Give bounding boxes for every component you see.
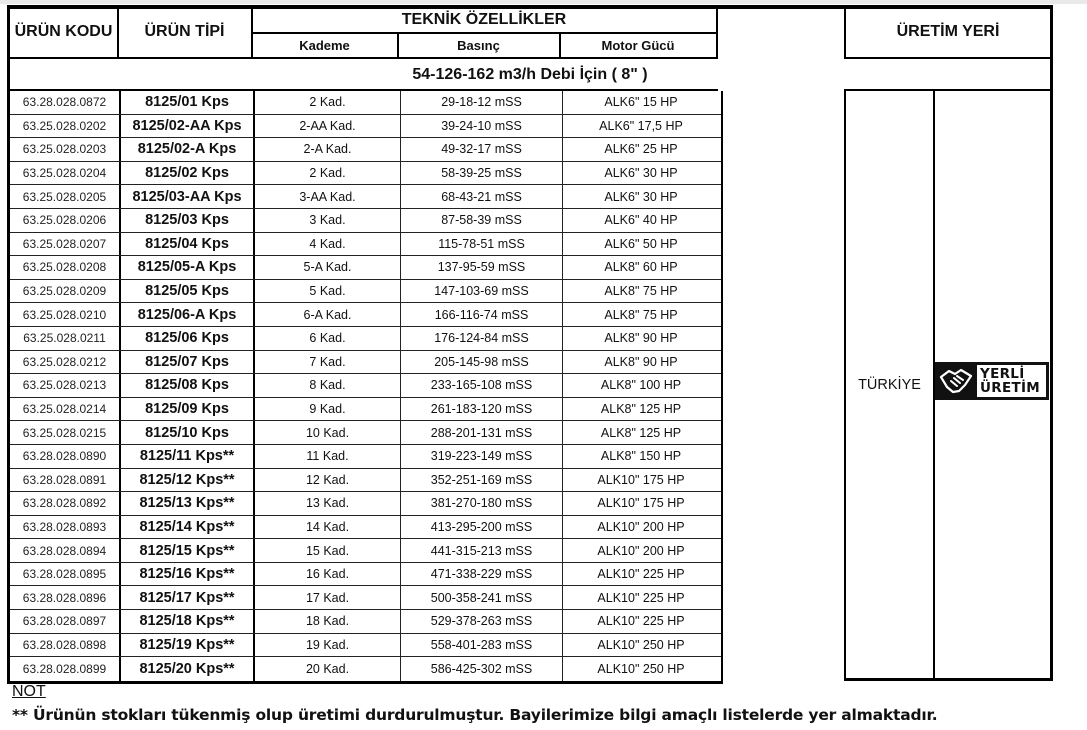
product-type-cell: 8125/01 Kps — [121, 91, 255, 114]
motor-cell: ALK6" 40 HP — [604, 213, 678, 228]
table-row — [10, 91, 721, 115]
motor-cell: ALK6" 30 HP — [604, 166, 678, 181]
product-type-cell: 8125/20 Kps** — [121, 657, 255, 681]
table-row — [10, 280, 721, 304]
pressure-cell: 288-201-131 mSS — [401, 421, 563, 444]
product-code-cell: 63.25.028.0213 — [10, 374, 121, 397]
pressure-cell: 205-145-98 mSS — [401, 351, 563, 374]
product-type-cell: 8125/12 Kps** — [121, 469, 255, 492]
pressure-cell: 441-315-213 mSS — [401, 539, 563, 562]
product-code-cell: 63.25.028.0210 — [10, 303, 121, 326]
pressure-cell: 39-24-10 mSS — [401, 115, 563, 138]
product-type-cell: 8125/03-AA Kps — [121, 185, 255, 208]
logo-line2: ÜRETİM — [980, 380, 1041, 396]
product-type-cell: 8125/04 Kps — [121, 233, 255, 256]
table-row — [10, 634, 721, 658]
product-code-cell: 63.25.028.0212 — [10, 351, 121, 374]
motor-cell: ALK6" 25 HP — [604, 142, 678, 157]
motor-cell: ALK10" 200 HP — [597, 519, 685, 534]
product-type-cell: 8125/05 Kps — [121, 280, 255, 303]
pressure-cell: 319-223-149 mSS — [401, 445, 563, 468]
table-row — [10, 351, 721, 375]
pressure-cell: 352-251-169 mSS — [401, 469, 563, 492]
pressure-cell: 49-32-17 mSS — [401, 138, 563, 161]
product-type-cell: 8125/07 Kps — [121, 351, 255, 374]
stage-cell: 19 Kad. — [255, 634, 401, 657]
origin-cell: TÜRKİYE — [844, 91, 935, 681]
table-row — [10, 138, 721, 162]
motor-cell: ALK6" 50 HP — [604, 236, 678, 251]
table-row — [10, 115, 721, 139]
table-row — [10, 586, 721, 610]
product-type-cell: 8125/15 Kps** — [121, 539, 255, 562]
product-code-cell: 63.25.028.0203 — [10, 138, 121, 161]
product-code-cell: 63.28.028.0898 — [10, 634, 121, 657]
pressure-cell: 147-103-69 mSS — [401, 280, 563, 303]
pressure-cell: 558-401-283 mSS — [401, 634, 563, 657]
product-code-cell: 63.28.028.0897 — [10, 610, 121, 633]
product-code-cell: 63.28.028.0892 — [10, 492, 121, 515]
pressure-cell: 115-78-51 mSS — [401, 233, 563, 256]
header-origin: ÜRETİM YERİ — [844, 7, 1053, 59]
table-row — [10, 185, 721, 209]
product-code-cell: 63.28.028.0890 — [10, 445, 121, 468]
motor-cell: ALK10" 250 HP — [597, 637, 685, 652]
pressure-cell: 87-58-39 mSS — [401, 209, 563, 232]
product-code-cell: 63.28.028.0891 — [10, 469, 121, 492]
table-row — [10, 162, 721, 186]
product-type-cell: 8125/06-A Kps — [121, 303, 255, 326]
pressure-cell: 176-124-84 mSS — [401, 327, 563, 350]
product-type-cell: 8125/13 Kps** — [121, 492, 255, 515]
product-type-cell: 8125/09 Kps — [121, 398, 255, 421]
header-stage: Kademe — [252, 33, 399, 59]
pressure-cell: 68-43-21 mSS — [401, 185, 563, 208]
stage-cell: 18 Kad. — [255, 610, 401, 633]
product-type-cell: 8125/14 Kps** — [121, 516, 255, 539]
product-type-cell: 8125/18 Kps** — [121, 610, 255, 633]
pressure-cell: 29-18-12 mSS — [401, 91, 563, 114]
motor-cell: ALK10" 225 HP — [597, 614, 685, 629]
motor-cell: ALK6" 17,5 HP — [599, 118, 683, 133]
stage-cell: 20 Kad. — [255, 657, 401, 681]
stage-cell: 14 Kad. — [255, 516, 401, 539]
motor-cell: ALK8" 75 HP — [604, 307, 678, 322]
stage-cell: 4 Kad. — [255, 233, 401, 256]
pressure-cell: 381-270-180 mSS — [401, 492, 563, 515]
product-code-cell: 63.25.028.0204 — [10, 162, 121, 185]
pressure-cell: 137-95-59 mSS — [401, 256, 563, 279]
motor-cell: ALK10" 250 HP — [597, 662, 685, 677]
table-row — [10, 516, 721, 540]
motor-cell: ALK8" 90 HP — [604, 354, 678, 369]
product-code-cell: 63.25.028.0215 — [10, 421, 121, 444]
table-row — [10, 610, 721, 634]
logo-line1: YERLİ — [980, 366, 1025, 382]
stage-cell: 17 Kad. — [255, 586, 401, 609]
product-type-cell: 8125/05-A Kps — [121, 256, 255, 279]
product-code-cell: 63.25.028.0206 — [10, 209, 121, 232]
header-motor: Motor Gücü — [560, 33, 718, 59]
product-type-cell: 8125/16 Kps** — [121, 563, 255, 586]
stage-cell: 8 Kad. — [255, 374, 401, 397]
product-code-cell: 63.28.028.0894 — [10, 539, 121, 562]
table-row — [10, 374, 721, 398]
stage-cell: 15 Kad. — [255, 539, 401, 562]
stage-cell: 12 Kad. — [255, 469, 401, 492]
table-row — [10, 563, 721, 587]
table-row — [10, 539, 721, 563]
product-type-cell: 8125/11 Kps** — [121, 445, 255, 468]
product-code-cell: 63.25.028.0214 — [10, 398, 121, 421]
motor-cell: ALK8" 125 HP — [600, 425, 682, 440]
stage-cell: 11 Kad. — [255, 445, 401, 468]
table-row — [10, 398, 721, 422]
pressure-cell: 586-425-302 mSS — [401, 657, 563, 681]
motor-cell: ALK10" 175 HP — [597, 496, 685, 511]
product-code-cell: 63.25.028.0207 — [10, 233, 121, 256]
header-tech: TEKNİK ÖZELLİKLER — [252, 7, 718, 34]
pressure-cell: 166-116-74 mSS — [401, 303, 563, 326]
table-row — [10, 327, 721, 351]
product-type-cell: 8125/03 Kps — [121, 209, 255, 232]
product-code-cell: 63.28.028.0896 — [10, 586, 121, 609]
product-type-cell: 8125/10 Kps — [121, 421, 255, 444]
yerli-uretim-logo — [935, 362, 1049, 400]
product-code-cell: 63.28.028.0893 — [10, 516, 121, 539]
product-code-cell: 63.25.028.0208 — [10, 256, 121, 279]
table-row — [10, 469, 721, 493]
pressure-cell: 58-39-25 mSS — [401, 162, 563, 185]
stage-cell: 6-A Kad. — [255, 303, 401, 326]
subtitle-row: 54-126-162 m3/h Debi İçin ( 8" ) — [7, 59, 1053, 91]
product-type-cell: 8125/06 Kps — [121, 327, 255, 350]
product-code-cell: 63.28.028.0872 — [10, 91, 121, 114]
motor-cell: ALK10" 175 HP — [597, 472, 685, 487]
table-row — [10, 303, 721, 327]
product-code-cell: 63.28.028.0895 — [10, 563, 121, 586]
table-row — [10, 233, 721, 257]
stage-cell: 5-A Kad. — [255, 256, 401, 279]
table-row — [10, 209, 721, 233]
stage-cell: 5 Kad. — [255, 280, 401, 303]
motor-cell: ALK8" 75 HP — [604, 284, 678, 299]
product-code-cell: 63.25.028.0202 — [10, 115, 121, 138]
motor-cell: ALK10" 200 HP — [597, 543, 685, 558]
product-code-cell: 63.25.028.0211 — [10, 327, 121, 350]
stage-cell: 10 Kad. — [255, 421, 401, 444]
pressure-cell: 500-358-241 mSS — [401, 586, 563, 609]
product-type-cell: 8125/02 Kps — [121, 162, 255, 185]
stage-cell: 3 Kad. — [255, 209, 401, 232]
table-row — [10, 421, 721, 445]
product-type-cell: 8125/19 Kps** — [121, 634, 255, 657]
table-row — [10, 492, 721, 516]
stage-cell: 6 Kad. — [255, 327, 401, 350]
header-type: ÜRÜN TİPİ — [118, 7, 253, 59]
table-row — [10, 256, 721, 280]
header-pressure: Basınç — [398, 33, 561, 59]
handshake-icon — [935, 362, 977, 400]
table-row — [10, 657, 721, 681]
motor-cell: ALK6" 15 HP — [604, 95, 678, 110]
header-code: ÜRÜN KODU — [7, 7, 119, 59]
motor-cell: ALK10" 225 HP — [597, 567, 685, 582]
stage-cell: 2-A Kad. — [255, 138, 401, 161]
product-type-cell: 8125/08 Kps — [121, 374, 255, 397]
note-text: ** Ürünün stokları tükenmiş olup üretimi durdurulmuştur. Bayilerimize bilgi amaçlı listelerde yer almaktadır. — [12, 706, 938, 724]
top-strip — [0, 0, 1087, 4]
product-type-cell: 8125/17 Kps** — [121, 586, 255, 609]
data-rows — [7, 91, 723, 684]
stage-cell: 2 Kad. — [255, 91, 401, 114]
stage-cell: 7 Kad. — [255, 351, 401, 374]
stage-cell: 2 Kad. — [255, 162, 401, 185]
product-type-cell: 8125/02-AA Kps — [121, 115, 255, 138]
motor-cell: ALK6" 30 HP — [604, 189, 678, 204]
motor-cell: ALK10" 225 HP — [597, 590, 685, 605]
pressure-cell: 529-378-263 mSS — [401, 610, 563, 633]
motor-cell: ALK8" 150 HP — [600, 449, 682, 464]
stage-cell: 3-AA Kad. — [255, 185, 401, 208]
motor-cell: ALK8" 100 HP — [600, 378, 682, 393]
pressure-cell: 471-338-229 mSS — [401, 563, 563, 586]
stage-cell: 2-AA Kad. — [255, 115, 401, 138]
note-title: NOT — [12, 683, 46, 700]
pressure-cell: 261-183-120 mSS — [401, 398, 563, 421]
product-code-cell: 63.28.028.0899 — [10, 657, 121, 681]
table-row — [10, 445, 721, 469]
pressure-cell: 233-165-108 mSS — [401, 374, 563, 397]
product-type-cell: 8125/02-A Kps — [121, 138, 255, 161]
pressure-cell: 413-295-200 mSS — [401, 516, 563, 539]
motor-cell: ALK8" 90 HP — [604, 331, 678, 346]
product-code-cell: 63.25.028.0205 — [10, 185, 121, 208]
stage-cell: 13 Kad. — [255, 492, 401, 515]
stage-cell: 16 Kad. — [255, 563, 401, 586]
motor-cell: ALK8" 125 HP — [600, 402, 682, 417]
motor-cell: ALK8" 60 HP — [604, 260, 678, 275]
stage-cell: 9 Kad. — [255, 398, 401, 421]
product-table — [7, 5, 1053, 679]
product-code-cell: 63.25.028.0209 — [10, 280, 121, 303]
